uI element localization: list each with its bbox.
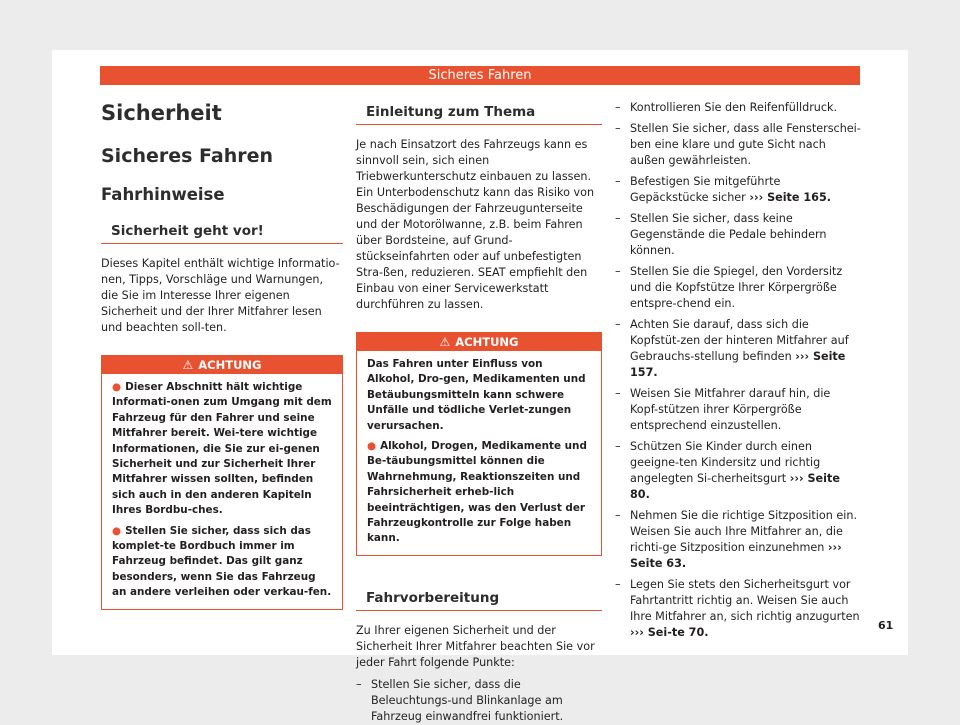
page-reference-link[interactable]: ››› Seite 63. [630,541,842,570]
section-title: Sicheres Fahren [101,145,274,167]
warning-box [356,332,602,556]
page-reference-link[interactable]: ››› Seite 80. [630,472,840,501]
warning-lead: Das Fahren unter Einfluss von Alkohol, Dro-gen, Medikamenten und Betäubungsmitteln kann schwere Unfälle und tödliche Verlet-zungen verursachen. [367,358,586,432]
warning-item: ● Stellen Sie sicher, dass sich das komplet-te Bordbuch immer im Fahrzeug befindet. Das gilt ganz besonders, wenn Sie das Fahrzeug an andere verleihen oder verkau-fen. [112,524,332,599]
column-2 [356,100,602,725]
warning-title: ACHTUNG [198,358,262,372]
topic-heading-intro: Einleitung zum Thema [356,100,602,125]
preparation-paragraph: Zu Ihrer eigenen Sicherheit und der Sicherheit Ihrer Mitfahrer beachten Sie vor jeder Fahrt folgende Punkte: [356,623,595,669]
topic-heading-preparation: Fahrvorbereitung [356,586,602,611]
warning-body [357,351,601,547]
warning-header [102,356,342,374]
list-item: – Weisen Sie Mitfahrer darauf hin, die Kopf-stützen ihrer Körpergröße entsprechend einzustellen. [615,387,831,432]
bullet-icon: ● [112,524,122,537]
page-reference-link[interactable]: ››› Seite 165. [749,191,831,204]
list-item: – Nehmen Sie die richtige Sitzposition ein. Weisen Sie auch Ihre Mitfahrer an, die richti-ge Sitzposition einzunehmen ››› Seite 63. [615,509,858,570]
page-number: 61 [878,619,894,632]
warning-triangle-icon: ⚠ [182,358,194,372]
list-item: – Schützen Sie Kinder durch einen geeigne-ten Kindersitz und richtig angelegten Si-cherheitsgurt ››› Seite 80. [615,440,840,501]
warning-box [101,355,343,610]
warning-body [102,374,342,601]
column-1 [101,100,343,610]
subsection-title: Fahrhinweise [101,185,225,204]
list-item: – Stellen Sie sicher, dass keine Gegenstände die Pedale behindern können. [615,212,827,257]
page-reference-link[interactable]: ››› Sei-te 70. [630,626,709,639]
list-item: – Kontrollieren Sie den Reifenfülldruck. [615,101,838,114]
list-item: – Legen Sie stets den Sicherheitsgurt vor Fahrtantritt richtig an. Weisen Sie auch Ihre Mitfahrer an, sich richtig anzugurten ››› Sei-te 70. [615,578,860,639]
warning-item: ● Alkohol, Drogen, Medikamente und Be-täubungsmittel können die Wahrnehmung, Reaktionszeiten und Fahrsicherheit erheb-lich beeinträchtigen, was den Verlust der Fahrzeugkontrolle zur Folge haben kann. [367,440,587,545]
checklist [356,677,602,725]
list-item: – Stellen Sie sicher, dass die Beleuchtungs-und Blinkanlage am Fahrzeug einwandfrei funktioniert. [356,677,564,723]
intro-paragraph: Dieses Kapitel enthält wichtige Informatio-nen, Tipps, Vorschläge und Warnungen, die Sie im Interesse Ihrer eigenen Sicherheit und der Ihrer Mitfahrer lesen und beachten soll-ten. [101,257,340,334]
warning-triangle-icon: ⚠ [439,335,451,349]
topic-heading: Sicherheit geht vor! [101,219,343,244]
chapter-title: Sicherheit [101,101,222,125]
list-item: – Befestigen Sie mitgeführte Gepäckstücke sicher ››› Seite 165. [615,175,831,204]
bullet-icon: ● [367,440,377,453]
bullet-icon: ● [112,381,122,393]
intro-paragraph: Je nach Einsatzort des Fahrzeugs kann es sinnvoll sein, sich einen Triebwerkunterschutz einbauen zu lassen. Ein Unterbodenschutz kann das Risiko von Beschädigungen der Fahrzeugunterseite und der Motorölwanne, z.B. beim Fahren über Bordsteine, auf Grund-stückseinfahrten oder auf unbefestigten Stra-ßen, reduzieren. SEAT empfiehlt den Einbau von einer Servicewerkstatt durchführen zu lassen. [356,138,595,311]
column-3 [615,100,861,641]
list-item: – Stellen Sie die Spiegel, den Vordersitz und die Kopfstütze Ihrer Körpergröße entspre-chend ein. [615,265,843,310]
list-item: – Achten Sie darauf, dass sich die Kopfstüt-zen der hinteren Mitfahrer auf Gebrauchs-stellung befinden ››› Seite 157. [615,318,849,379]
warning-header [357,333,601,351]
checklist [615,100,861,641]
warning-item: ● Dieser Abschnitt hält wichtige Informati-onen zum Umgang mit dem Fahrzeug für den Fahrer und seine Mitfahrer bereit. Wei-tere wichtige Informationen, die Sie zur ei-genen Sicherheit und zur Sicherheit Ihrer Mitfahrer wissen sollten, befinden sich auch in den anderen Kapiteln Ihres Bordbu-ches. [112,381,332,517]
page-reference-link[interactable]: ››› Seite 157. [630,350,846,379]
warning-title: ACHTUNG [455,335,519,349]
list-item: – Stellen Sie sicher, dass alle Fensterschei-ben eine klare und gute Sicht nach außen gewährleisten. [615,122,861,167]
section-header-bar: Sicheres Fahren [100,66,860,85]
